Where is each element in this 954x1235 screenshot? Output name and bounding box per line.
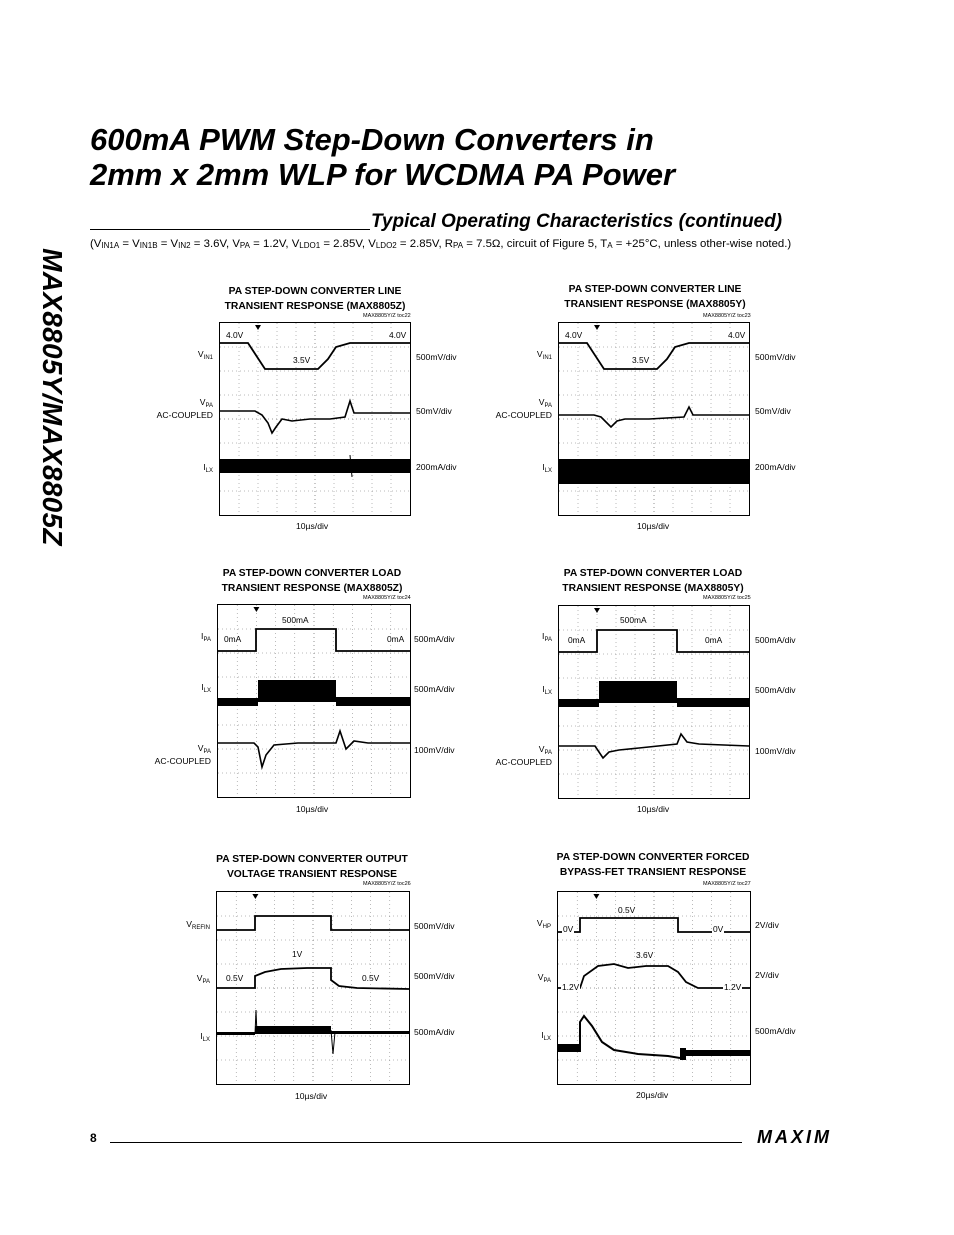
annotation: 0V [563,924,574,934]
trace-ilx-high [599,681,677,703]
annotation: 0mA [568,635,586,645]
annotation: 0mA [705,635,723,645]
title-line-2: 2mm x 2mm WLP for WCDMA PA Power [90,157,676,192]
channel-scale: 500mA/div [755,1026,796,1036]
trigger-marker [253,607,259,612]
channel-scale: 50mV/div [755,406,791,416]
footer-rule [110,1142,742,1143]
scope-grid [558,892,750,1084]
channel-scale: 500mA/div [414,634,455,644]
annotation: 4.0V [226,330,244,340]
side-title [34,212,70,582]
scope-grid [218,605,410,797]
scope-screen [557,891,751,1085]
trigger-marker [593,894,599,899]
trace-ilx-decay [580,1016,680,1058]
scope-screen [217,604,411,798]
trace-ilx-high [255,1026,331,1034]
annotation: 0mA [387,634,405,644]
time-scale: 10µs/div [637,521,670,531]
channel-scale: 200mA/div [416,462,457,472]
annotation: 0.5V [226,973,244,983]
annotation: 0.5V [618,905,636,915]
trigger-marker [252,894,258,899]
channel-scale: 500mA/div [755,635,796,645]
chart-title: PA STEP-DOWN CONVERTER OUTPUT VOLTAGE TRANSIENT RESPONSE [216,854,408,880]
trace-ilx-tail [677,698,749,707]
annotation: 500mA [620,615,647,625]
channel-label: $I_{PA}$ [201,631,211,643]
scope-screen [219,322,411,516]
trace-ilx-tail [686,1050,750,1056]
section-heading: Typical Operating Characteristics (continued) [371,211,783,232]
trace-ilx [559,699,599,707]
channel-scale: 500mA/div [755,685,796,695]
trace-ilx [559,459,749,484]
annotation: 4.0V [728,330,746,340]
channel-label: $V_{PA}$ [196,973,210,985]
channel-label: $I_{LX}$ [201,682,211,694]
chart-tag: MAX8805Y/Z toc23 [703,313,751,319]
trace-ilx [558,1044,580,1052]
channel-scale: 500mA/div [414,1027,455,1037]
trace-ilx-step [680,1048,686,1060]
time-scale: 10µs/div [295,1091,328,1101]
scope-screen [558,605,750,799]
annotation: 0.5V [362,973,380,983]
channel-label: $V_{IN1}$ [536,349,552,361]
channel-label: $V_{IN1}$ [197,349,213,361]
annotation: 0V [713,924,724,934]
channel-label: $V_{HP}$ [536,918,551,930]
chart-tag: MAX8805Y/Z toc26 [363,881,411,887]
channel-scale: 500mV/div [414,971,455,981]
side-title-text: MAX8805Y/MAX8805Z [37,248,68,546]
channel-scale: 500mV/div [414,921,455,931]
channel-label: $I_{LX}$ [542,684,552,696]
trace-ilx-tail [331,1031,409,1034]
title-line-1: 600mA PWM Step-Down Converters in [90,122,654,157]
svg-text:MAXIM: MAXIM [757,1128,832,1146]
channel-scale: 500mA/div [414,684,455,694]
trace-ilx-tail [336,697,410,706]
channel-scale: 100mV/div [414,745,455,755]
chart-tag: MAX8805Y/Z toc27 [703,881,751,887]
annotation: 4.0V [389,330,407,340]
channel-label: $I_{LX}$ [200,1031,210,1043]
maxim-logo [757,1128,867,1146]
annotation: 3.5V [632,355,650,365]
chart-tag: MAX8805Y/Z toc22 [363,313,411,319]
scope-grid [220,323,410,515]
annotation: 1V [292,949,303,959]
channel-label: $V_{PA}$ AC-COUPLED [495,744,552,767]
channel-label: $V_{REFIN}$ [186,919,210,931]
channel-label: $I_{PA}$ [542,631,552,643]
chart-title: PA STEP-DOWN CONVERTER LINE TRANSIENT RESPONSE (MAX8805Z) [224,286,406,312]
chart-title: PA STEP-DOWN CONVERTER LOAD TRANSIENT RESPONSE (MAX8805Y) [562,568,744,594]
chart-title: PA STEP-DOWN CONVERTER LINE TRANSIENT RESPONSE (MAX8805Y) [564,284,746,310]
chart-tag: MAX8805Y/Z toc24 [363,595,411,601]
time-scale: 10µs/div [637,804,670,814]
channel-label: $V_{PA}$ AC-COUPLED [495,397,552,420]
channel-label: $I_{LX}$ [542,462,552,474]
annotation: 1.2V [562,982,580,992]
channel-scale: 2V/div [755,920,779,930]
page-title [90,122,850,192]
chart-title: PA STEP-DOWN CONVERTER FORCED BYPASS-FET TRANSIENT RESPONSE [556,852,750,878]
annotation: 1.2V [724,982,742,992]
test-conditions: ($V_{IN1A} = V_{IN1B} = V_{IN2} = 3.6V$, $V_{PA} = 1.2V$, $V_{LDO1} = 2.85V$, $V_{LDO2} = 2.85V$, $R_{PA} = 7.5\Omega$, circuit of Figure 5, $T_A = +25^\circ C$, unless other-wise noted.) [90,238,792,250]
time-scale: 10µs/div [296,521,329,531]
trace-ilx-high [258,680,336,702]
channel-scale: 200mA/div [755,462,796,472]
trace-ipa [218,629,410,651]
trace-vpa [220,401,410,433]
annotation: 3.6V [636,950,654,960]
scope-screen [216,891,410,1085]
scope-grid [217,892,409,1084]
trigger-marker [594,325,600,330]
channel-scale: 500mV/div [416,352,457,362]
channel-label: $I_{LX}$ [541,1030,551,1042]
trace-ilx [217,1032,255,1035]
annotation: 0mA [224,634,242,644]
chart-title: PA STEP-DOWN CONVERTER LOAD TRANSIENT RESPONSE (MAX8805Z) [221,568,403,594]
trace-ilx [220,459,410,473]
channel-scale: 100mV/div [755,746,796,756]
chart-tag: MAX8805Y/Z toc25 [703,595,751,601]
channel-label: $V_{PA}$ AC-COUPLED [156,397,213,420]
channel-scale: 2V/div [755,970,779,980]
channel-label: $V_{PA}$ [537,972,551,984]
channel-scale: 500mV/div [755,352,796,362]
section-rule [90,229,370,230]
channel-scale: 50mV/div [416,406,452,416]
scope-grid [559,323,749,515]
annotation: 4.0V [565,330,583,340]
page-number: 8 [90,1131,97,1145]
trigger-marker [594,608,600,613]
scope-screen [558,322,750,516]
trace-vrefin [217,916,409,930]
channel-label: $I_{LX}$ [203,462,213,474]
channel-label: $V_{PA}$ AC-COUPLED [154,743,211,766]
time-scale: 20µs/div [636,1090,669,1100]
trigger-marker [255,325,261,330]
trace-ilx [218,698,258,706]
time-scale: 10µs/div [296,804,329,814]
annotation: 500mA [282,615,309,625]
annotation: 3.5V [293,355,311,365]
